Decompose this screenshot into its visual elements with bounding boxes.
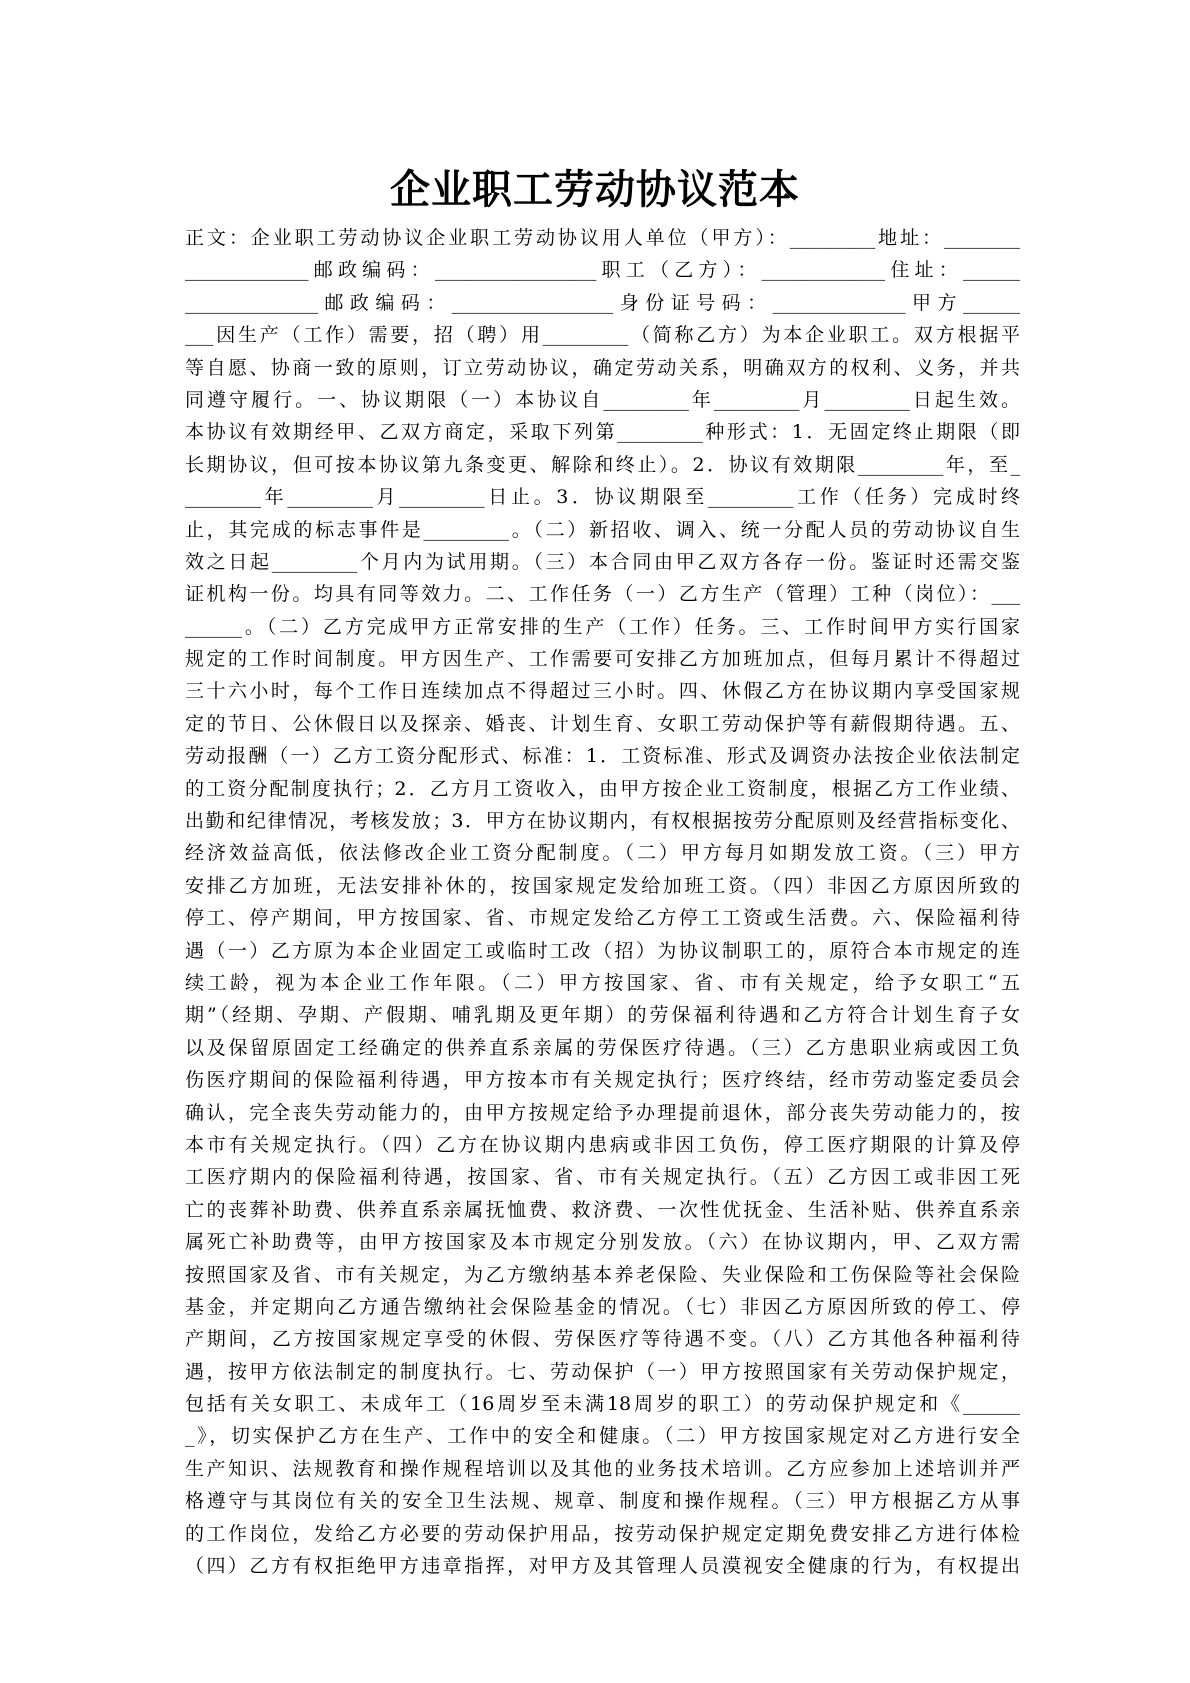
body-text-line: ___因生产（工作）需要，招（聘）用_________（简称乙方）为本企业职工。双方根据平	[185, 324, 1020, 347]
body-text-line: 以及保留原固定工经确定的供养直系亲属的劳保医疗待遇。（三）乙方患职业病或因工负	[185, 1036, 1020, 1059]
body-text-line: ______________邮政编码：_________________身份证号码：______________甲方______	[185, 291, 1020, 314]
body-text-line: ________年_________月_________日止。3．协议期限至_________工作（任务）完成时终	[185, 486, 1020, 509]
body-text-line: 长期协议，但可按本协议第九条变更、解除和终止）。2．协议有效期限_________年，至_	[185, 453, 1020, 476]
body-text-line: 按照国家及省、市有关规定，为乙方缴纳基本养老保险、失业保险和工伤保险等社会保险	[185, 1263, 1020, 1286]
body-text-line: 定的节日、公休假日以及探亲、婚丧、计划生育、女职工劳动保护等有薪假期待遇。五、	[185, 712, 1020, 735]
body-text-line: 本市有关规定执行。（四）乙方在协议期内患病或非因工负伤，停工医疗期限的计算及停	[185, 1133, 1020, 1156]
body-text-line: 劳动报酬（一）乙方工资分配形式、标准：1．工资标准、形式及调资办法按企业依法制定	[185, 745, 1020, 768]
body-text-line: 三十六小时，每个工作日连续加点不得超过三小时。四、休假乙方在协议期内享受国家规	[185, 680, 1020, 703]
body-text-line: 同遵守履行。一、协议期限（一）本协议自_________年_________月_________日起生效。	[185, 388, 1020, 411]
body-text-line: 等自愿、协商一致的原则，订立劳动协议，确定劳动关系，明确双方的权利、义务，并共	[185, 356, 1020, 379]
body-text-line: 证机构一份。均具有同等效力。二、工作任务（一）乙方生产（管理）工种（岗位）：___	[185, 583, 1020, 606]
body-text-line: 工医疗期内的保险福利待遇，按国家、省、市有关规定执行。（五）乙方因工或非因工死	[185, 1166, 1020, 1189]
document-title: 企业职工劳动协议范本	[390, 166, 800, 213]
body-text-line: 的工资分配制度执行；2．乙方月工资收入，由甲方按企业工资制度，根据乙方工作业绩、	[185, 777, 1020, 800]
body-text-line: 安排乙方加班，无法安排补休的，按国家规定发给加班工资。（四）非因乙方原因所致的	[185, 874, 1020, 897]
body-text-line: 续工龄，视为本企业工作年限。（二）甲方按国家、省、市有关规定，给予女职工“五	[185, 971, 1020, 994]
body-text-line: 期”（经期、孕期、产假期、哺乳期及更年期）的劳保福利待遇和乙方符合计划生育子女	[185, 1004, 1020, 1027]
body-text-line: 遇（一）乙方原为本企业固定工或临时工改（招）为协议制职工的，原符合本市规定的连	[185, 939, 1020, 962]
body-text-line: 停工、停产期间，甲方按国家、省、市规定发给乙方停工工资或生活费。六、保险福利待	[185, 907, 1020, 930]
body-text-line: 属死亡补助费等，由甲方按国家及本市规定分别发放。（六）在协议期内，甲、乙双方需	[185, 1231, 1020, 1254]
body-text-line: 包括有关女职工、未成年工（16周岁至未满18周岁的职工）的劳动保护规定和《______	[185, 1393, 1020, 1416]
body-text-line: 伤医疗期间的保险福利待遇，甲方按本市有关规定执行；医疗终结，经市劳动鉴定委员会	[185, 1069, 1020, 1092]
body-text-line: 出勤和纪律情况，考核发放；3．甲方在协议期内，有权根据按劳分配原则及经营指标变化、	[185, 810, 1020, 833]
body-text-line: 格遵守与其岗位有关的安全卫生法规、规章、制度和操作规程。（三）甲方根据乙方从事	[185, 1490, 1020, 1513]
body-text-line: 经济效益高低，依法修改企业工资分配制度。（二）甲方每月如期发放工资。（三）甲方	[185, 842, 1020, 865]
body-text-line: 止，其完成的标志事件是_________。（二）新招收、调入、统一分配人员的劳动协议自生	[185, 518, 1020, 541]
body-text-line: 亡的丧葬补助费、供养直系亲属抚恤费、救济费、一次性优抚金、生活补贴、供养直系亲	[185, 1198, 1020, 1221]
body-text-line: 基金，并定期向乙方通告缴纳社会保险基金的情况。（七）非因乙方原因所致的停工、停	[185, 1295, 1020, 1318]
body-text-line: 生产知识、法规教育和操作规程培训以及其他的业务技术培训。乙方应参加上述培训并严	[185, 1457, 1020, 1480]
body-text-line: 的工作岗位，发给乙方必要的劳动保护用品，按劳动保护规定定期免费安排乙方进行体检	[185, 1522, 1020, 1545]
body-text-line: 产期间，乙方按国家规定享受的休假、劳保医疗等待遇不变。（八）乙方其他各种福利待	[185, 1328, 1020, 1351]
body-text-line: _____________邮政编码：_________________职工（乙方）：_____________住址：______	[185, 259, 1020, 282]
body-text-line: 遇，按甲方依法制定的制度执行。七、劳动保护（一）甲方按照国家有关劳动保护规定，	[185, 1360, 1020, 1383]
body-text-line: （四）乙方有权拒绝甲方违章指挥，对甲方及其管理人员漠视安全健康的行为，有权提出	[185, 1555, 1020, 1578]
body-text-line: _》，切实保护乙方在生产、工作中的安全和健康。（二）甲方按国家规定对乙方进行安全	[185, 1425, 1020, 1448]
document-body	[185, 222, 1020, 1582]
body-text-line: 规定的工作时间制度。甲方因生产、工作需要可安排乙方加班加点，但每月累计不得超过	[185, 648, 1020, 671]
body-text-line: ______。（二）乙方完成甲方正常安排的生产（工作）任务。三、工作时间甲方实行国家	[185, 615, 1020, 638]
body-text-line: 本协议有效期经甲、乙双方商定，采取下列第_________种形式：1．无固定终止期限（即	[185, 421, 1020, 444]
body-text-line: 效之日起_________个月内为试用期。（三）本合同由甲乙双方各存一份。鉴证时还需交鉴	[185, 550, 1020, 573]
body-text-line: 正文：企业职工劳动协议企业职工劳动协议用人单位（甲方）：_________地址：________	[185, 227, 1020, 249]
body-text-line: 确认，完全丧失劳动能力的，由甲方按规定给予办理提前退休，部分丧失劳动能力的，按	[185, 1101, 1020, 1124]
